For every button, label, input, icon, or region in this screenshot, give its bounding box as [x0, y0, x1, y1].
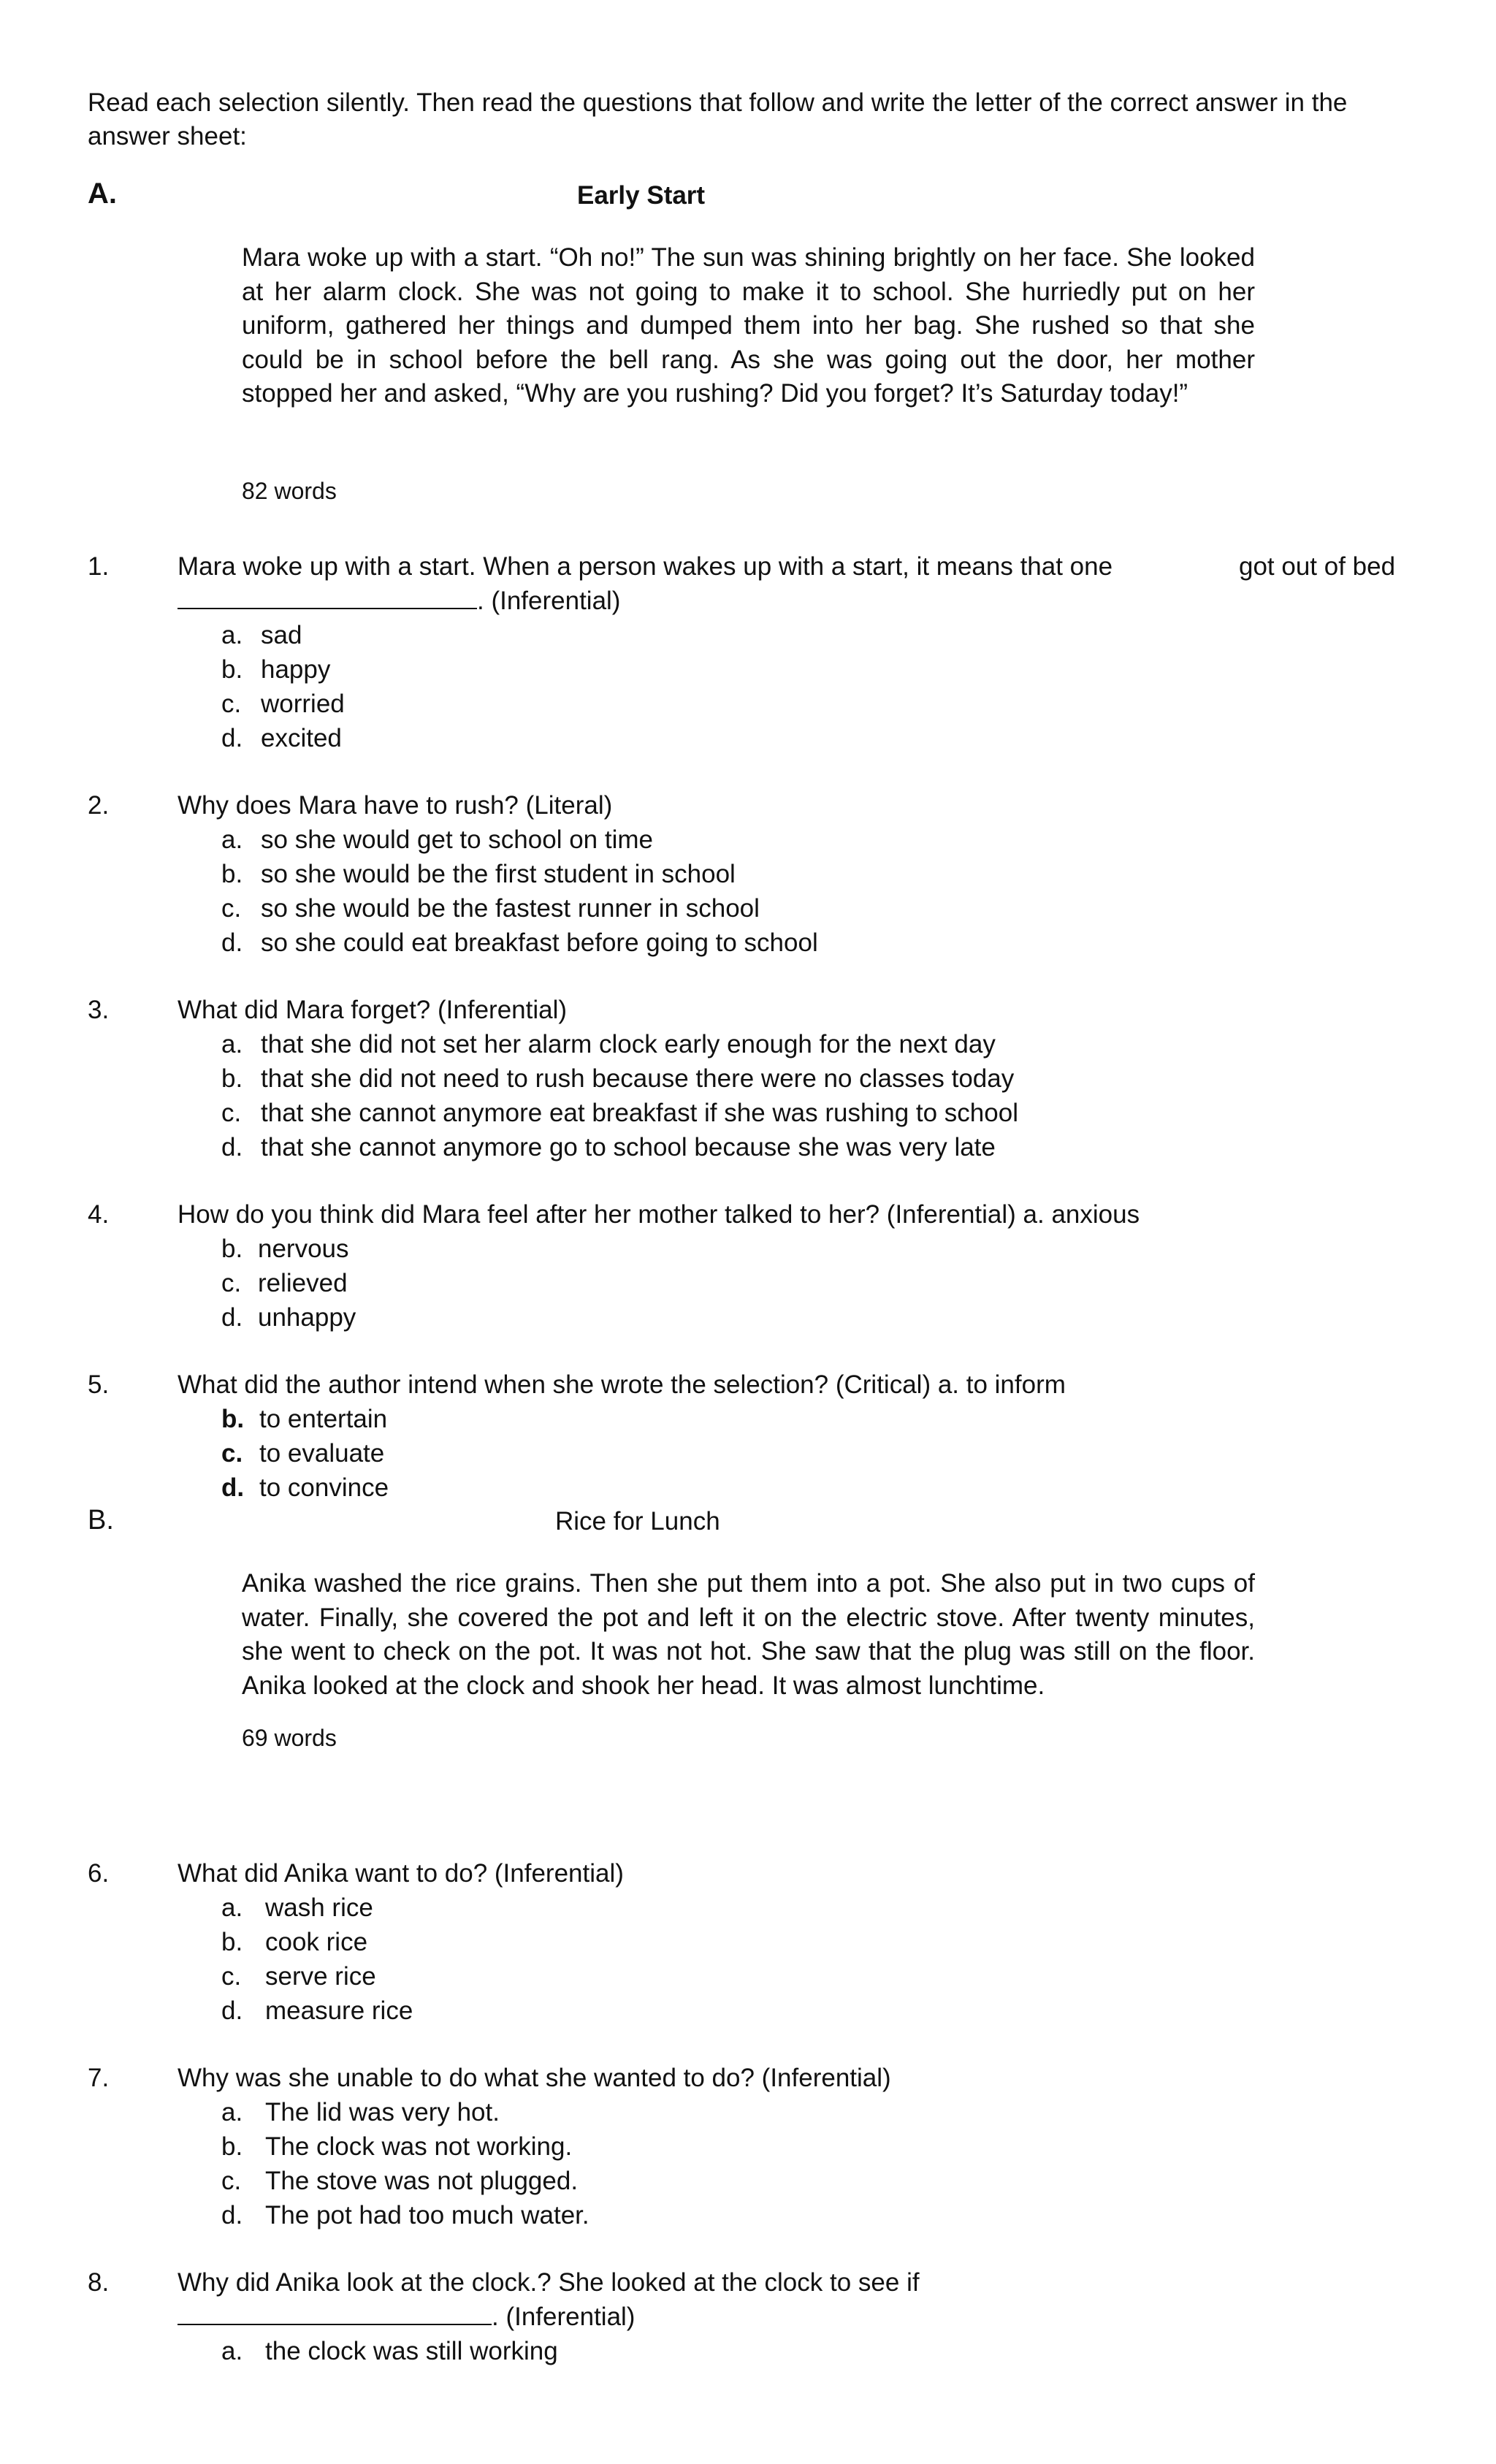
option-letter: b.	[221, 1235, 243, 1263]
section-b-word-count: 69 words	[242, 1725, 337, 1751]
option-letter: b.	[221, 860, 243, 888]
option-letter: c.	[221, 1962, 242, 1991]
option-letter: d.	[221, 1303, 243, 1332]
option-text: the clock was still working	[265, 2337, 558, 2365]
option-text: serve rice	[265, 1962, 376, 1991]
option-text: so she would be the first student in school	[261, 860, 736, 888]
question-7-option	[221, 2129, 572, 2164]
option-letter: c.	[221, 894, 242, 923]
question-1-option	[221, 652, 330, 687]
option-letter: b.	[221, 1405, 245, 1433]
question-1-text: Mara woke up with a start. When a person wakes up with a start, it means that one	[178, 552, 1113, 581]
question-1-number: 1.	[88, 552, 110, 581]
question-5-option	[221, 1436, 384, 1471]
option-text: wash rice	[265, 1893, 373, 1922]
option-text: sad	[261, 621, 302, 649]
option-letter: d.	[221, 724, 243, 752]
option-letter: b.	[221, 655, 243, 684]
section-b-title: Rice for Lunch	[555, 1507, 720, 1536]
option-letter: b.	[221, 2132, 243, 2161]
question-4-option	[221, 1232, 349, 1266]
option-text: nervous	[258, 1235, 349, 1263]
question-7-option	[221, 2164, 578, 2198]
section-b-label: B.	[88, 1505, 114, 1536]
question-3-number: 3.	[88, 996, 110, 1024]
question-8-tag: . (Inferential)	[492, 2303, 636, 2331]
option-letter: d.	[221, 2201, 243, 2230]
question-1-blank-line	[178, 584, 620, 618]
answer-blank	[178, 2302, 492, 2325]
question-2-option	[221, 857, 736, 891]
option-text: unhappy	[258, 1303, 356, 1332]
option-text: worried	[261, 690, 345, 718]
section-a-word-count: 82 words	[242, 478, 337, 504]
question-8-blank-line	[178, 2300, 635, 2334]
option-letter: d.	[221, 1473, 245, 1502]
question-7-text: Why was she unable to do what she wanted to do? (Inferential)	[178, 2064, 891, 2092]
question-6-number: 6.	[88, 1859, 110, 1888]
question-6-text: What did Anika want to do? (Inferential)	[178, 1859, 624, 1888]
option-letter: c.	[221, 1099, 242, 1127]
question-5-option	[221, 1471, 389, 1505]
question-6-option	[221, 1959, 376, 1994]
option-text: so she would be the fastest runner in school	[261, 894, 760, 923]
option-text: that she did not set her alarm clock early enough for the next day	[261, 1030, 996, 1059]
option-text: excited	[261, 724, 342, 752]
option-text: so she could eat breakfast before going to school	[261, 928, 818, 957]
option-text: to entertain	[259, 1405, 388, 1433]
option-text: The pot had too much water.	[265, 2201, 589, 2230]
option-letter: a.	[221, 2098, 243, 2127]
option-text: so she would get to school on time	[261, 825, 653, 854]
section-b-passage: Anika washed the rice grains. Then she put them into a pot. She also put in two cups of water. Finally, she covered the pot and left it on the electric stove. After twenty minutes, she went to check on the pot. It was not hot. She saw that the plug was still on the floor. Anika looked at the clock and shook her head. It was almost lunchtime.	[242, 1569, 1255, 1700]
question-2-number: 2.	[88, 791, 110, 820]
question-4-option	[221, 1300, 356, 1335]
question-3-text: What did Mara forget? (Inferential)	[178, 996, 568, 1024]
option-letter: c.	[221, 1439, 243, 1468]
section-a-passage: Mara woke up with a start. “Oh no!” The sun was shining brightly on her face. She looked at her alarm clock. She was not going to make it to school. She hurriedly put on her uniform, gathered her things and dumped them into her bag. She rushed so that she could be in school before the bell rang. As she was going out the door, her mother stopped her and asked, “Why are you rushing? Did you forget? It’s Saturday today!”	[242, 243, 1255, 408]
question-1-tag: . (Inferential)	[477, 587, 621, 615]
option-letter: b.	[221, 1064, 243, 1093]
question-8-text: Why did Anika look at the clock.? She looked at the clock to see if	[178, 2268, 920, 2297]
question-6-option	[221, 1925, 367, 1959]
option-letter: c.	[221, 1269, 242, 1297]
option-letter: a.	[221, 1893, 243, 1922]
option-text: that she cannot anymore eat breakfast if she was rushing to school	[261, 1099, 1018, 1127]
question-5-text: What did the author intend when she wrote the selection? (Critical) a. to inform	[178, 1370, 1066, 1399]
question-2-option	[221, 926, 818, 960]
question-8-option	[221, 2334, 558, 2368]
question-7-option	[221, 2095, 500, 2129]
question-3-option	[221, 1096, 1018, 1130]
question-6-option	[221, 1994, 413, 2028]
option-letter: a.	[221, 2337, 243, 2365]
option-text: The stove was not plugged.	[265, 2167, 579, 2195]
option-text: that she cannot anymore go to school because she was very late	[261, 1133, 996, 1162]
question-8-number: 8.	[88, 2268, 110, 2297]
question-6-option	[221, 1891, 373, 1925]
option-text: The lid was very hot.	[265, 2098, 500, 2127]
question-3-option	[221, 1027, 996, 1061]
option-text: The clock was not working.	[265, 2132, 573, 2161]
option-text: happy	[261, 655, 331, 684]
option-text: to convince	[259, 1473, 389, 1502]
question-3-option	[221, 1061, 1014, 1096]
option-text: relieved	[258, 1269, 348, 1297]
answer-blank	[178, 586, 477, 609]
question-4-number: 4.	[88, 1200, 110, 1229]
option-text: cook rice	[265, 1928, 368, 1956]
option-letter: c.	[221, 2167, 242, 2195]
option-text: measure rice	[265, 1996, 413, 2025]
instructions: Read each selection silently. Then read the questions that follow and write the letter of the correct answer in the answer sheet:	[88, 88, 1348, 150]
question-3-option	[221, 1130, 996, 1164]
question-2-option	[221, 891, 760, 926]
option-letter: a.	[221, 825, 243, 854]
question-7-number: 7.	[88, 2064, 110, 2092]
option-text: to evaluate	[259, 1439, 385, 1468]
option-text: that she did not need to rush because there were no classes today	[261, 1064, 1015, 1093]
question-4-text: How do you think did Mara feel after her mother talked to her? (Inferential) a. anxious	[178, 1200, 1140, 1229]
section-a-label: A.	[88, 178, 117, 210]
question-2-option	[221, 823, 653, 857]
question-5-number: 5.	[88, 1370, 110, 1399]
option-letter: d.	[221, 928, 243, 957]
question-1-option	[221, 687, 345, 721]
question-1-text-end: got out of bed	[1239, 552, 1396, 581]
question-5-option	[221, 1402, 387, 1436]
question-2-text: Why does Mara have to rush? (Literal)	[178, 791, 613, 820]
question-1-option	[221, 618, 302, 652]
option-letter: d.	[221, 1996, 243, 2025]
option-letter: d.	[221, 1133, 243, 1162]
option-letter: a.	[221, 1030, 243, 1059]
question-4-option	[221, 1266, 348, 1300]
option-letter: b.	[221, 1928, 243, 1956]
option-letter: c.	[221, 690, 242, 718]
question-1-option	[221, 721, 342, 755]
option-letter: a.	[221, 621, 243, 649]
question-7-option	[221, 2198, 589, 2232]
section-a-title: Early Start	[577, 181, 706, 210]
